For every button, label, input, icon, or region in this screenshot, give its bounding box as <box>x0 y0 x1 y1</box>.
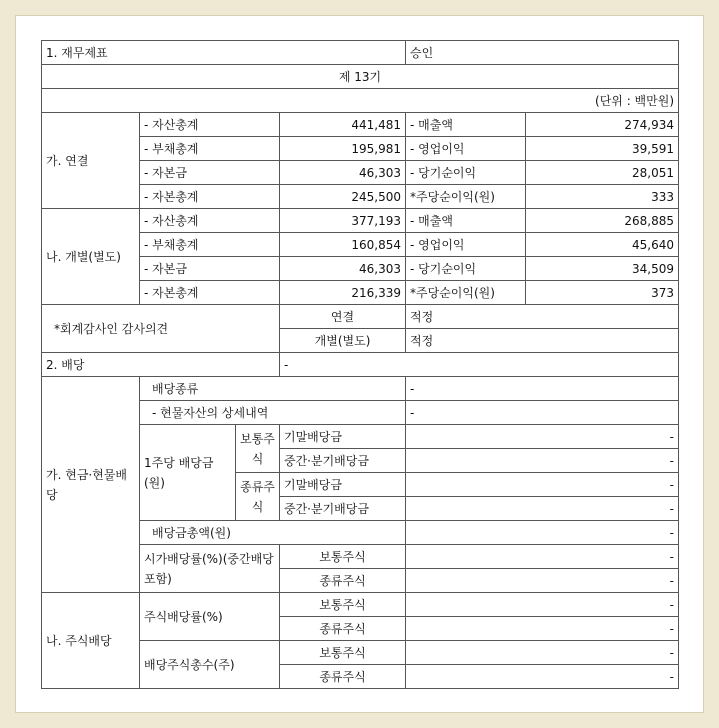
row-value: 39,591 <box>526 137 679 161</box>
yield-common-label: 보통주식 <box>280 545 406 569</box>
total-preferred-label: 종류주식 <box>280 665 406 689</box>
rate-preferred-value: - <box>406 617 679 641</box>
total-common-label: 보통주식 <box>280 641 406 665</box>
status-cell: 승인 <box>406 41 679 65</box>
row-value: 268,885 <box>526 209 679 233</box>
audit-consolidated-value: 적정 <box>406 305 679 329</box>
preferred-stock-label: 종류주식 <box>236 473 280 521</box>
section-title-financial: 1. 재무제표 <box>42 41 406 65</box>
row-label: - 당기순이익 <box>406 257 526 281</box>
row-value: 34,509 <box>526 257 679 281</box>
financial-summary-table <box>41 40 679 689</box>
row-value: 46,303 <box>280 257 406 281</box>
separate-label: 나. 개별(별도) <box>42 209 140 305</box>
total-preferred-value: - <box>406 665 679 689</box>
common-stock-label: 보통주식 <box>236 425 280 473</box>
preferred-interim-value: - <box>406 497 679 521</box>
row-value: 216,339 <box>280 281 406 305</box>
row-label: - 자본총계 <box>140 281 280 305</box>
row-value: 160,854 <box>280 233 406 257</box>
row-value: 245,500 <box>280 185 406 209</box>
stock-dividend-label: 나. 주식배당 <box>42 593 140 689</box>
unit-label: (단위 : 백만원) <box>42 89 679 113</box>
row-label: - 자산총계 <box>140 113 280 137</box>
cash-dividend-label: 가. 현금·현물배당 <box>42 377 140 593</box>
stock-dividend-total-label: 배당주식총수(주) <box>140 641 280 689</box>
yield-preferred-label: 종류주식 <box>280 569 406 593</box>
row-label: *주당순이익(원) <box>406 281 526 305</box>
row-label: - 매출액 <box>406 113 526 137</box>
audit-separate-value: 적정 <box>406 329 679 353</box>
total-common-value: - <box>406 641 679 665</box>
dividend-total-value: - <box>406 521 679 545</box>
inkind-detail-label: - 현물자산의 상세내역 <box>140 401 406 425</box>
interim-label: 중간·분기배당금 <box>280 497 406 521</box>
row-label: - 매출액 <box>406 209 526 233</box>
row-label: - 당기순이익 <box>406 161 526 185</box>
row-value: 441,481 <box>280 113 406 137</box>
yield-preferred-value: - <box>406 569 679 593</box>
rate-preferred-label: 종류주식 <box>280 617 406 641</box>
row-label: - 부채총계 <box>140 137 280 161</box>
row-value: 46,303 <box>280 161 406 185</box>
row-value: 274,934 <box>526 113 679 137</box>
dividend-total-label: 배당금총액(원) <box>140 521 406 545</box>
row-value: 45,640 <box>526 233 679 257</box>
row-value: 195,981 <box>280 137 406 161</box>
row-value: 28,051 <box>526 161 679 185</box>
common-year-end-value: - <box>406 425 679 449</box>
common-interim-value: - <box>406 449 679 473</box>
preferred-year-end-value: - <box>406 473 679 497</box>
stock-dividend-rate-label: 주식배당률(%) <box>140 593 280 641</box>
row-label: - 자본총계 <box>140 185 280 209</box>
row-label: - 영업이익 <box>406 137 526 161</box>
row-label: - 자본금 <box>140 257 280 281</box>
yield-common-value: - <box>406 545 679 569</box>
audit-opinion-label: *회계감사인 감사의견 <box>42 305 280 353</box>
year-end-label: 기말배당금 <box>280 425 406 449</box>
per-share-dividend-label: 1주당 배당금(원) <box>140 425 236 521</box>
rate-common-value: - <box>406 593 679 617</box>
row-value: 373 <box>526 281 679 305</box>
row-label: - 자산총계 <box>140 209 280 233</box>
audit-consolidated-label: 연결 <box>280 305 406 329</box>
row-label: *주당순이익(원) <box>406 185 526 209</box>
dividend-title-value: - <box>280 353 679 377</box>
row-label: - 부채총계 <box>140 233 280 257</box>
year-end-label: 기말배당금 <box>280 473 406 497</box>
row-label: - 영업이익 <box>406 233 526 257</box>
audit-separate-label: 개별(별도) <box>280 329 406 353</box>
dividend-yield-label: 시가배당률(%)(중간배당 포함) <box>140 545 280 593</box>
row-value: 377,193 <box>280 209 406 233</box>
dividend-type-label: 배당종류 <box>140 377 406 401</box>
inkind-detail-value: - <box>406 401 679 425</box>
period-label: 제 13기 <box>42 65 679 89</box>
interim-label: 중간·분기배당금 <box>280 449 406 473</box>
dividend-type-value: - <box>406 377 679 401</box>
consolidated-label: 가. 연결 <box>42 113 140 209</box>
rate-common-label: 보통주식 <box>280 593 406 617</box>
section-title-dividend: 2. 배당 <box>42 353 280 377</box>
row-label: - 자본금 <box>140 161 280 185</box>
row-value: 333 <box>526 185 679 209</box>
